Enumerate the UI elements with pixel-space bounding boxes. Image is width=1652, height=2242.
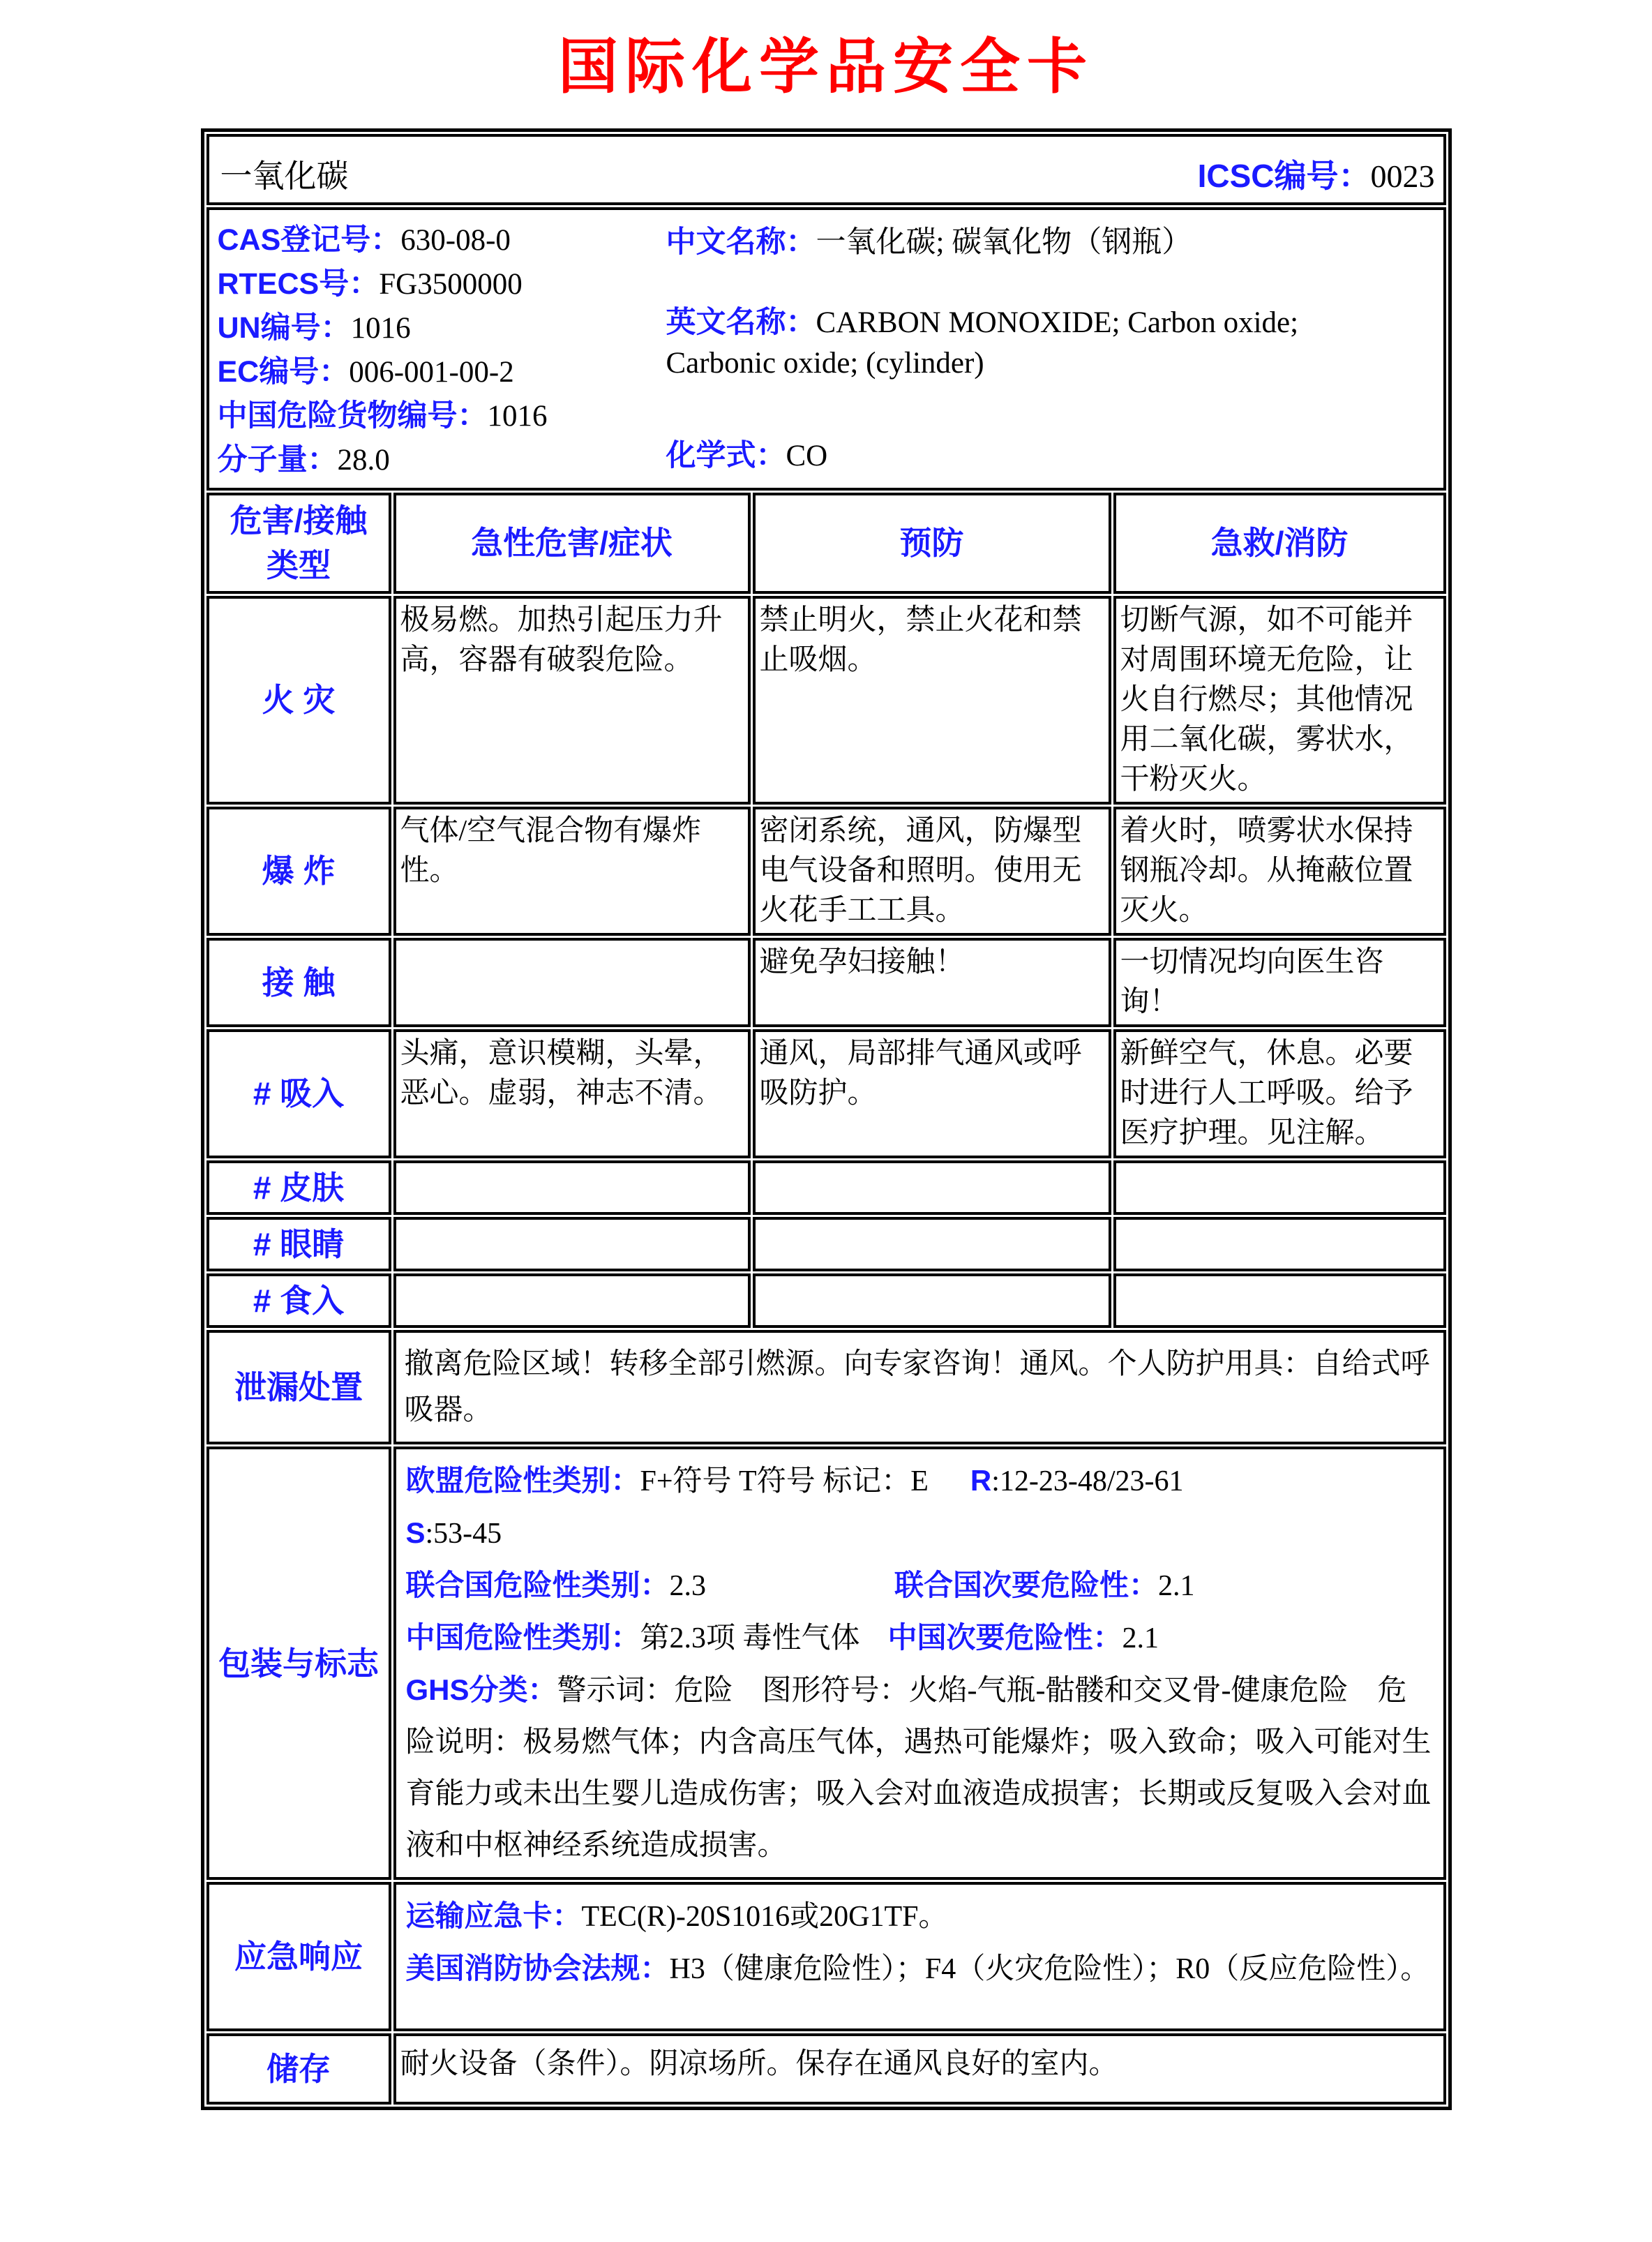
inhalation-symptoms: 头痛，意识模糊，头晕，恶心。虚弱，神志不清。 — [393, 1029, 751, 1158]
hazard-type-label: # 皮肤 — [206, 1160, 391, 1215]
card-header-cell — [206, 134, 1446, 205]
rtecs-value: FG3500000 — [379, 268, 523, 301]
icsc-card — [201, 128, 1452, 2110]
cn-class-value: 第2.3项 毒性气体 — [640, 1622, 860, 1655]
tec-value: TEC(R)-20S1016或20G1TF。 — [581, 1901, 948, 1934]
eyes-response — [1113, 1217, 1446, 1271]
cn-class-line — [406, 1612, 1434, 1664]
english-name-value: CARBON MONOXIDE; Carbon oxide; Carbonic oxide; (cylinder) — [666, 306, 1299, 380]
fire-response: 切断气源，如不可能并对周围环境无危险，让火自行燃尽；其他情况用二氧化碳，雾状水，干粉灭火。 — [1113, 596, 1446, 805]
cn-class-label: 中国危险性类别： — [405, 1621, 640, 1654]
hazard-type-label: # 食入 — [206, 1273, 391, 1328]
molecular-weight-value: 28.0 — [337, 444, 390, 477]
hazard-type-label: # 眼睛 — [206, 1217, 391, 1271]
china-dg-value: 1016 — [487, 400, 548, 433]
hazard-header-response: 急救/消防 — [1113, 493, 1446, 594]
hazard-type-label: 火 灾 — [206, 596, 391, 805]
ec-label: EC编号： — [217, 355, 350, 389]
english-name-line — [666, 302, 1308, 384]
ingestion-symptoms — [393, 1273, 751, 1328]
chemical-formula-label: 化学式： — [666, 439, 786, 472]
chemical-formula-value: CO — [786, 440, 828, 472]
explosion-response: 着火时，喷雾状水保持钢瓶冷却。从掩蔽位置灭火。 — [1113, 807, 1446, 936]
eyes-symptoms — [393, 1217, 751, 1271]
s-phrase-line — [406, 1507, 1434, 1560]
hazard-row-fire — [206, 596, 1446, 805]
fire-symptoms: 极易燃。加热引起压力升高，容器有破裂危险。 — [393, 596, 751, 805]
skin-symptoms — [393, 1160, 751, 1215]
icsc-number — [1198, 151, 1435, 197]
skin-prevention — [753, 1160, 1111, 1215]
hazard-header-type: 危害/接触类型 — [206, 493, 391, 594]
hazard-type-label: 接 触 — [206, 938, 391, 1027]
hazard-type-label: # 吸入 — [206, 1029, 391, 1158]
chemical-formula-line — [666, 432, 1294, 474]
un-label: UN编号： — [217, 311, 351, 345]
un-class-value: 2.3 — [669, 1570, 707, 1603]
un-value: 1016 — [350, 312, 411, 345]
fire-prevention: 禁止明火，禁止火花和禁止吸烟。 — [753, 596, 1111, 805]
cn-sub-label: 中国次要危险性： — [887, 1621, 1122, 1654]
english-name-label: 英文名称： — [666, 306, 816, 339]
ingestion-response — [1113, 1273, 1446, 1328]
inhalation-response: 新鲜空气，休息。必要时进行人工呼吸。给予医疗护理。见注解。 — [1113, 1029, 1446, 1158]
r-phrase-label: R — [970, 1464, 992, 1497]
hazard-row-eyes — [206, 1217, 1446, 1271]
storage-label: 储存 — [206, 2033, 391, 2105]
ingestion-prevention — [753, 1273, 1111, 1328]
ec-value: 006-001-00-2 — [349, 356, 514, 389]
contact-symptoms — [393, 938, 751, 1027]
storage-row — [206, 2033, 1446, 2105]
nfpa-line — [406, 1943, 1434, 1995]
hazard-row-contact — [206, 938, 1446, 1027]
r-phrase-value: :12-23-48/23-61 — [991, 1465, 1184, 1498]
tec-line — [406, 1890, 1434, 1943]
hazard-row-skin — [206, 1160, 1446, 1215]
un-class-line — [406, 1560, 1434, 1612]
rtecs-number-line — [218, 262, 1436, 306]
hazard-header-prevention: 预防 — [753, 493, 1111, 594]
eu-class-value: F+符号 T符号 标记：E — [640, 1465, 929, 1498]
hazard-row-explosion — [206, 807, 1446, 936]
un-class-label: 联合国危险性类别： — [405, 1569, 670, 1602]
eu-class-label: 欧盟危险性类别： — [405, 1464, 640, 1497]
icsc-number-label: ICSC编号： — [1197, 158, 1371, 194]
emergency-row — [206, 1882, 1446, 2031]
card-header-row — [206, 134, 1446, 205]
cas-value: 630-08-0 — [400, 224, 511, 257]
contact-response: 一切情况均向医生咨询！ — [1113, 938, 1446, 1027]
nfpa-label: 美国消防协会法规： — [405, 1952, 670, 1985]
identifier-row — [206, 207, 1446, 491]
emergency-content — [393, 1882, 1446, 2031]
inhalation-prevention: 通风，局部排气通风或呼吸防护。 — [753, 1029, 1111, 1158]
identifier-cell — [206, 207, 1446, 491]
molecular-weight-label: 分子量： — [217, 443, 338, 477]
chinese-name-value: 一氧化碳; 碳氧化物（钢瓶） — [816, 226, 1192, 259]
china-dg-label: 中国危险货物编号： — [217, 399, 488, 433]
un-sub-value: 2.1 — [1158, 1570, 1195, 1603]
packaging-content — [393, 1447, 1446, 1880]
un-sub-label: 联合国次要危险性： — [894, 1569, 1159, 1602]
ghs-label: GHS分类： — [405, 1673, 557, 1707]
hazard-type-label: 爆 炸 — [206, 807, 391, 936]
spill-label: 泄漏处置 — [206, 1330, 391, 1444]
chinese-name-label: 中文名称： — [666, 225, 816, 259]
storage-text: 耐火设备（条件）。阴凉场所。保存在通风良好的室内。 — [393, 2033, 1446, 2105]
spill-row — [206, 1330, 1446, 1444]
icsc-number-value: 0023 — [1370, 158, 1435, 194]
substance-name: 一氧化碳 — [220, 158, 349, 194]
packaging-row — [206, 1447, 1446, 1880]
hazard-row-ingestion — [206, 1273, 1446, 1328]
explosion-prevention: 密闭系统，通风，防爆型电气设备和照明。使用无火花手工工具。 — [753, 807, 1111, 936]
spill-text: 撤离危险区域！转移全部引燃源。向专家咨询！通风。个人防护用具：自给式呼吸器。 — [393, 1330, 1446, 1444]
tec-label: 运输应急卡： — [405, 1899, 582, 1933]
packaging-label: 包装与标志 — [206, 1447, 391, 1880]
hazard-header-row — [206, 493, 1446, 594]
eyes-prevention — [753, 1217, 1111, 1271]
eu-class-line — [406, 1455, 1434, 1507]
emergency-label: 应急响应 — [206, 1882, 391, 2031]
contact-prevention: 避免孕妇接触！ — [753, 938, 1111, 1027]
s-phrase-label: S — [405, 1516, 426, 1550]
chinese-name-line — [666, 218, 1364, 261]
ghs-value: 警示词：危险 图形符号：火焰-气瓶-骷髅和交叉骨-健康危险 危险说明：极易燃气体；内含高压气体，遇热可能爆炸；吸入致命；吸入可能对生育能力或未出生婴儿造成伤害；吸入会对血液造成损害；长期或反复吸入会对血液和中枢神经系统造成损害。 — [405, 1675, 1432, 1862]
s-phrase-value: :53-45 — [425, 1518, 502, 1550]
hazard-row-inhalation — [206, 1029, 1446, 1158]
explosion-symptoms: 气体/空气混合物有爆炸性。 — [393, 807, 751, 936]
nfpa-value: H3（健康危险性）；F4（火灾危险性）；R0（反应危险性）。 — [669, 1953, 1430, 1986]
hazard-header-symptoms: 急性危害/症状 — [393, 493, 751, 594]
cn-sub-value: 2.1 — [1122, 1622, 1159, 1655]
rtecs-label: RTECS号： — [217, 267, 380, 301]
ghs-line — [406, 1664, 1434, 1871]
cas-label: CAS登记号： — [217, 223, 401, 257]
skin-response — [1113, 1160, 1446, 1215]
page-title: 国际化学品安全卡 — [558, 33, 1094, 100]
